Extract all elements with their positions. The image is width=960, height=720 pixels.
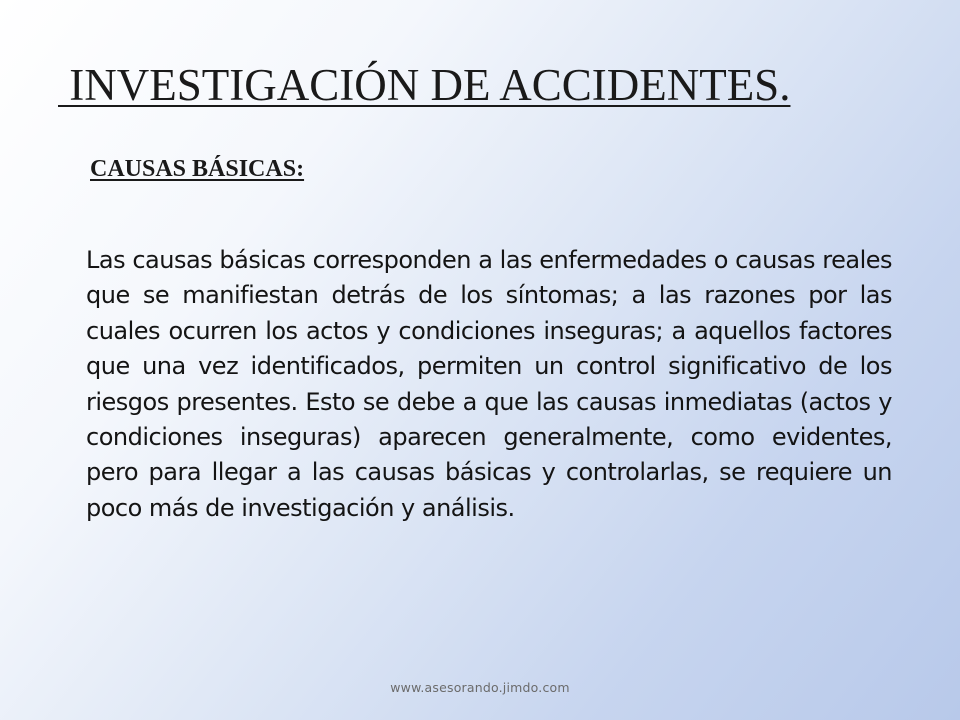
slide-subtitle: CAUSAS BÁSICAS: xyxy=(90,156,305,182)
slide-title: INVESTIGACIÓN DE ACCIDENTES. xyxy=(58,60,791,110)
footer-url: www.asesorando.jimdo.com xyxy=(390,680,570,695)
body-paragraph: Las causas básicas corresponden a las enfermedades o causas reales que se manifiestan detrás de los síntomas; a las razones por las cuales ocurren los actos y condiciones inseguras; a aquellos factores que una vez identificados, permiten un control significativo de los riesgos presentes. Esto se debe a que las causas inmediatas (actos y condiciones inseguras) aparecen generalmente, como evidentes, pero para llegar a las causas básicas y controlarlas, se requiere un poco más de investigación y análisis. xyxy=(86,246,892,522)
